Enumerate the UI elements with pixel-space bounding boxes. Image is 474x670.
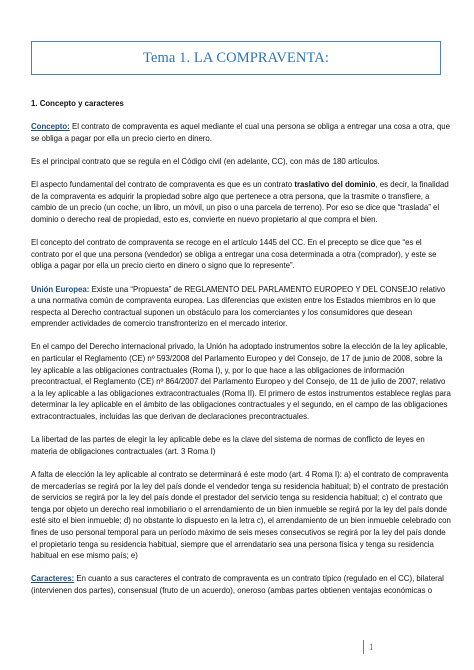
page-number: 1 <box>363 640 374 654</box>
paragraph-text: , es decir, la finalidad de la compraventa es adquirir la propiedad sobre algo que pertenece a otra persona, que la trasmite o transfiere, a cambio de un precio (un coche, un libro, un móvil, un piso o una parcela de terreno). Por eso se dice que “traslada” el dominio o derecho real de propiedad, esto es, convierte en nuevo propietario al que compra el bien. <box>31 180 449 224</box>
paragraph-derecho-internacional: En el campo del Derecho internacional privado, la Unión ha adoptado instrumentos sobre la elección de la ley aplicable, en particular el Reglamento (CE) nº 593/2008 del Parlamento Europeo y del Consejo, de 17 de junio de 2008, sobre la ley aplicable a las obligaciones contractuales (Roma I), y, por lo que hace a las obligaciones de información precontractual, el Reglamento (CE) nº 864/2007 del Parlamento Europeo y del Consejo, de 11 de julio de 2007, relativo a la ley aplicable a las obligaciones extracontractuales (Roma II). El primero de estos instrumentos establece reglas para determinar la ley aplicable en el ámbito de las obligaciones contractuales y el segundo, en el campo de las obligaciones extracontractuales, incluidas las que derivan de declaraciones precontractuales. <box>31 342 451 422</box>
paragraph-union-europea <box>31 284 451 330</box>
paragraph-libertad-partes: La libertad de las partes de elegir la ley aplicable debe es la clave del sistema de normas de conflicto de leyes en materia de obligaciones contractuales (art. 3 Roma I) <box>31 435 425 456</box>
page-title: Tema 1. LA COMPRAVENTA: <box>143 49 329 66</box>
paragraph-text: En cuanto a sus caracteres el contrato de compraventa es un contrato típico (regulado en el CC), bilateral (intervienen dos partes), consensual (fruto de un acuerdo), oneroso (ambas partes obtienen ventajas económicas o <box>31 574 444 595</box>
paragraph-codigo-civil: Es el principal contrato que se regula en el Código civil (en adelante, CC), con más de 180 artículos. <box>31 156 380 166</box>
paragraph-articulo-1445: El concepto del contrato de compraventa se recoge en el artículo 1445 del CC. En el precepto se dice que “es el contrato por el que una persona (vendedor) se obliga a entregar una cosa determinada a otra (comprador), y este se obliga a pagar por ella un precio cierto en dinero o signo que lo represente”. <box>31 238 437 271</box>
label-union-europea: Unión Europea: <box>31 284 90 294</box>
paragraph-caracteres <box>31 573 451 596</box>
paragraph-text: Existe una “Propuesta” de REGLAMENTO DEL PARLAMENTO EUROPEO Y DEL CONSEJO relativo a una normativa común de compraventa europea. Las diferencias que existen entre los Estados miembros en lo que respecta al Derecho contractual suponen un obstáculo para los comerciantes y los consumidores que desean emprender actividades de comercio transfronterizo en el mercado interior. <box>31 284 446 329</box>
paragraph-text: El aspecto fundamental del contrato de compraventa es que es un contrato <box>31 180 295 190</box>
paragraph-falta-eleccion: A falta de elección la ley aplicable al contrato se determinará é este modo (art. 4 Roma I): a) el contrato de compraventa de mercaderías se regirá por la ley del país donde el vendedor tenga su residencia habitual; b) el contrato de prestación de servicios se regirá por la ley del país donde el prestador del servicio tenga su residencia habitual; c) el contrato que tenga por objeto un derecho real inmobiliario o el arrendamiento de un bien inmueble se regirá por la ley del país donde esté sito el bien inmueble; d) no obstante lo dispuesto en la letra c), el arrendamiento de un bien inmueble celebrado con fines de uso personal temporal para un período máximo de seis meses consecutivos se regirá por la ley del país donde el propietario tenga su residencia habitual, siempre que el arrendatario sea una persona física y tenga su residencia habitual en ese mismo país; e) <box>31 470 451 561</box>
label-concepto: Concepto: <box>31 122 70 132</box>
paragraph-text: El contrato de compraventa es aquel mediante el cual una persona se obliga a entregar una cosa a otra, que se obliga a pagar por ella un precio cierto en dinero. <box>31 122 451 143</box>
title-box <box>31 41 441 75</box>
paragraph-concepto <box>31 121 451 144</box>
paragraph-traslativo <box>31 179 451 225</box>
document-body <box>31 98 451 608</box>
section-heading: 1. Concepto y caracteres <box>31 99 124 108</box>
bold-traslativo: traslativo del dominio <box>294 180 376 190</box>
label-caracteres: Caracteres: <box>31 574 75 584</box>
